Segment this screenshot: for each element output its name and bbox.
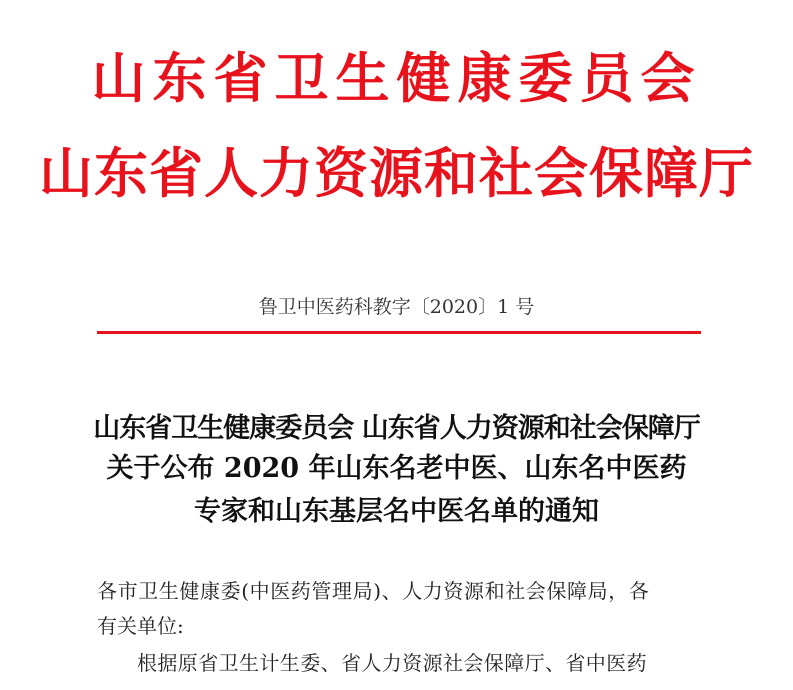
- document-number: 鲁卫中医药科教字〔2020〕1 号: [258, 296, 535, 318]
- body-paragraph-line-1: 根据原省卫生计生委、省人力资源社会保障厅、省中医药: [137, 651, 647, 675]
- notice-title-line-1: 山东省卫生健康委员会 山东省人力资源和社会保障厅: [93, 413, 700, 444]
- red-divider-line: [97, 331, 701, 334]
- addressee-line-1: 各市卫生健康委(中医药管理局)、人力资源和社会保障局，各: [97, 579, 650, 603]
- issuer-line-human-resources: 山东省人力资源和社会保障厅: [39, 141, 754, 205]
- notice-title-line-2: 关于公布 2020 年山东名老中医、山东名中医药: [106, 453, 687, 484]
- notice-title-line-3: 专家和山东基层名中医名单的通知: [194, 496, 599, 527]
- addressee-line-2: 有关单位:: [97, 614, 184, 638]
- issuer-line-health-commission: 山东省卫生健康委员会: [91, 46, 702, 110]
